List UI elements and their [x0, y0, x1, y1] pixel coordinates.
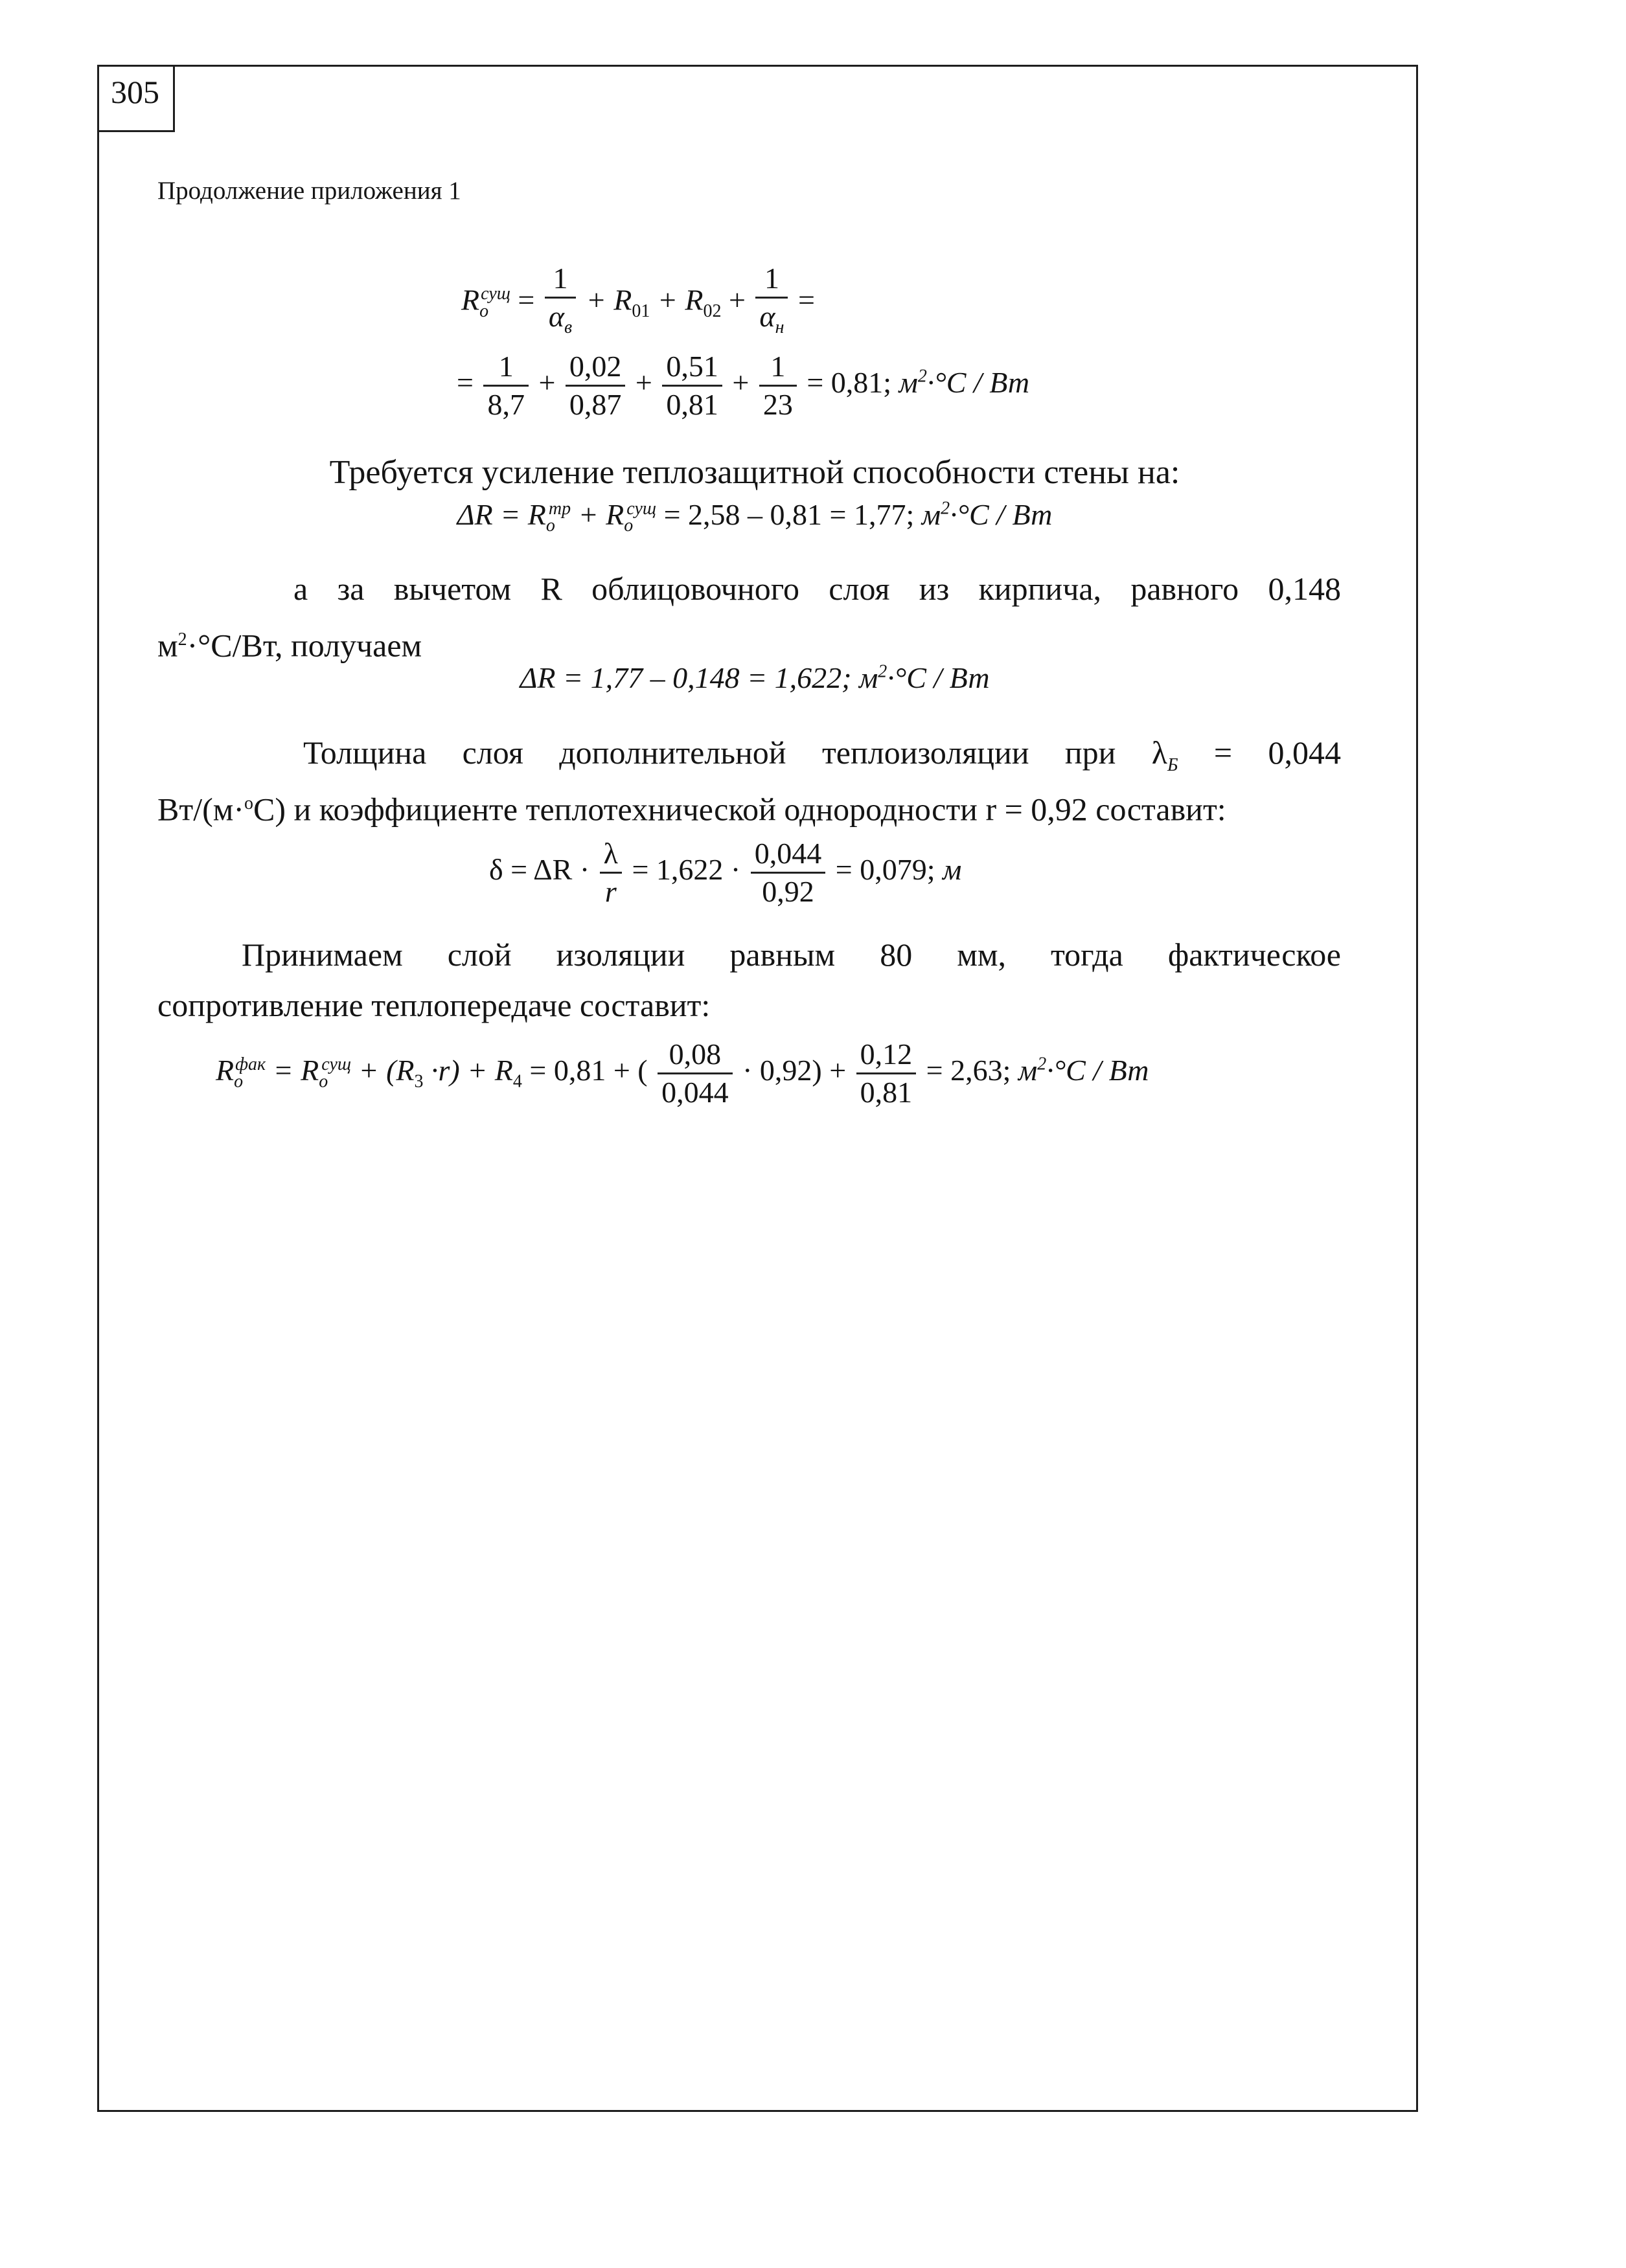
f5-lhs: δ = ΔR ·: [489, 853, 590, 887]
f3-sup2: сущ: [626, 498, 657, 519]
f2-frac2-den: 0,87: [569, 388, 622, 421]
para-accept-line2: сопротивление теплопередаче составит:: [157, 987, 711, 1023]
f6-frac2: $\frac{0,12}{0,81}$: [856, 1036, 917, 1111]
f5-frac2-num: 0,044: [751, 835, 826, 874]
f6-mid: = 0,81 + (: [529, 1054, 648, 1087]
formula-r-actual: $R_o^{фак} = R_o^{сущ} + (R_3 \cdot r) + R_4 = 0,81$ + ( $\frac{0,08}{0,044}$ · 0,92) + $\frac{0,12}{0,81}$ = 2,63; $м^2\cdot^\circ C$ / Вт: [216, 1036, 1149, 1111]
f1-lhs-sup: сущ: [481, 284, 510, 304]
f2-unit: $м^2\cdot^\circ C$ / Вт: [899, 366, 1030, 400]
para-brick-layer: [157, 565, 1341, 613]
f5-frac1: [600, 835, 622, 910]
f6-term: + (R: [358, 1054, 415, 1087]
f1-frac2-num: 1: [755, 260, 788, 299]
f2-result: = 0,81;: [807, 366, 892, 400]
page-number: 305: [111, 74, 159, 110]
f3-plus: + R: [578, 498, 624, 531]
f6-eq: = R: [273, 1054, 319, 1087]
f2-eq: =: [457, 366, 474, 400]
formula-r-existing: [461, 260, 815, 346]
f5-frac1-den: r: [604, 875, 617, 908]
f4-expr: ΔR = 1,77 – 0,148 = 1,622;: [520, 661, 852, 694]
f6-lhs-r: R: [216, 1054, 235, 1087]
text-required-increase: Требуется усиление теплозащитной способности стены на:: [329, 454, 1180, 491]
para1-line1: а за вычетом R облицовочного слоя из кирпича, равного 0,148: [293, 571, 1341, 607]
f2-frac1-den: 8,7: [487, 388, 525, 421]
f5-frac2: [751, 835, 826, 910]
f2-frac4-den: 23: [762, 388, 793, 421]
para2-line1: Толщина слоя дополнительной теплоизоляции при $\lambda_Б = 0,044$: [303, 734, 1341, 775]
f3-sup1: тр: [548, 498, 571, 519]
f5-unit: м: [942, 853, 962, 887]
f2-plus-2: +: [635, 366, 652, 400]
f2-frac3-den: 0,81: [666, 388, 718, 421]
f2-frac2: [566, 348, 626, 423]
para-accept-line1: [157, 931, 1341, 979]
f2-plus-1: +: [538, 366, 556, 400]
para-brick-layer-line2: $м^2\cdot^\circ C/Вт$, получаем: [157, 627, 422, 664]
f2-frac1: [483, 348, 529, 423]
f1-eq-end: =: [797, 283, 815, 317]
f2-frac3: [662, 348, 722, 423]
f2-frac4-num: 1: [759, 348, 797, 387]
f1-r02-sub: 02: [703, 301, 722, 321]
f2-frac2-num: 0,02: [566, 348, 626, 387]
f1-r01: + R: [586, 283, 632, 317]
f5-rhs: = 0,079;: [835, 853, 935, 887]
formula-delta-r: [168, 497, 1341, 536]
para3-line1: Принимаем слой изоляции равным 80 мм, тогда фактическое: [242, 936, 1341, 973]
f2-frac4: [759, 348, 797, 423]
f1-r01-sub: 01: [632, 301, 650, 321]
f5-mid: = 1,622 ·: [632, 853, 741, 887]
appendix-header: Продолжение приложения 1: [157, 177, 461, 205]
f1-plus: +: [728, 283, 746, 317]
f2-frac1-num: 1: [483, 348, 529, 387]
f3-unit: $м^2\cdot^\circ C$ / Вт: [921, 498, 1053, 531]
f5-frac2-den: 0,92: [762, 875, 814, 908]
f3-sub1: o: [545, 516, 555, 536]
f1-frac1-num: 1: [545, 260, 576, 299]
f1-lhs-sub: o: [479, 301, 489, 321]
formula-delta: [489, 835, 961, 910]
f1-frac2: [755, 260, 788, 346]
f3-rhs: = 2,58 – 0,81 = 1,77;: [663, 498, 915, 531]
f2-frac3-num: 0,51: [662, 348, 722, 387]
f1-frac1-den: $\alpha_в$: [548, 300, 573, 338]
f5-frac1-num: λ: [600, 835, 622, 874]
f6-rhs: = 2,63;: [926, 1054, 1011, 1087]
f1-lhs-r: R: [461, 283, 480, 317]
f2-plus-3: +: [732, 366, 750, 400]
f6-unit: $м^2\cdot^\circ C$ / Вт: [1018, 1054, 1149, 1087]
f6-mid2: · 0,92) +: [742, 1054, 847, 1087]
formula-delta-r-reduced: [168, 661, 1341, 695]
para-insulation-line2: Вт/(м·$^о$С) и коэффициенте теплотехнической однородности r = 0,92 составит:: [157, 791, 1226, 828]
f3-lhs: ΔR = R: [457, 498, 546, 531]
f4-unit: $м^2\cdot^\circ C$ / Вт: [858, 661, 990, 694]
f1-r02: + R: [657, 283, 704, 317]
f1-frac2-den: $\alpha_н$: [759, 300, 784, 338]
formula-r-existing-values: [457, 348, 1029, 423]
f1-eq: =: [518, 283, 535, 317]
f1-frac1: [545, 260, 576, 346]
f6-frac1: $\frac{0,08}{0,044}$: [658, 1036, 733, 1111]
f6-term2: ·r) + R: [431, 1054, 513, 1087]
f3-sub2: o: [624, 516, 634, 536]
